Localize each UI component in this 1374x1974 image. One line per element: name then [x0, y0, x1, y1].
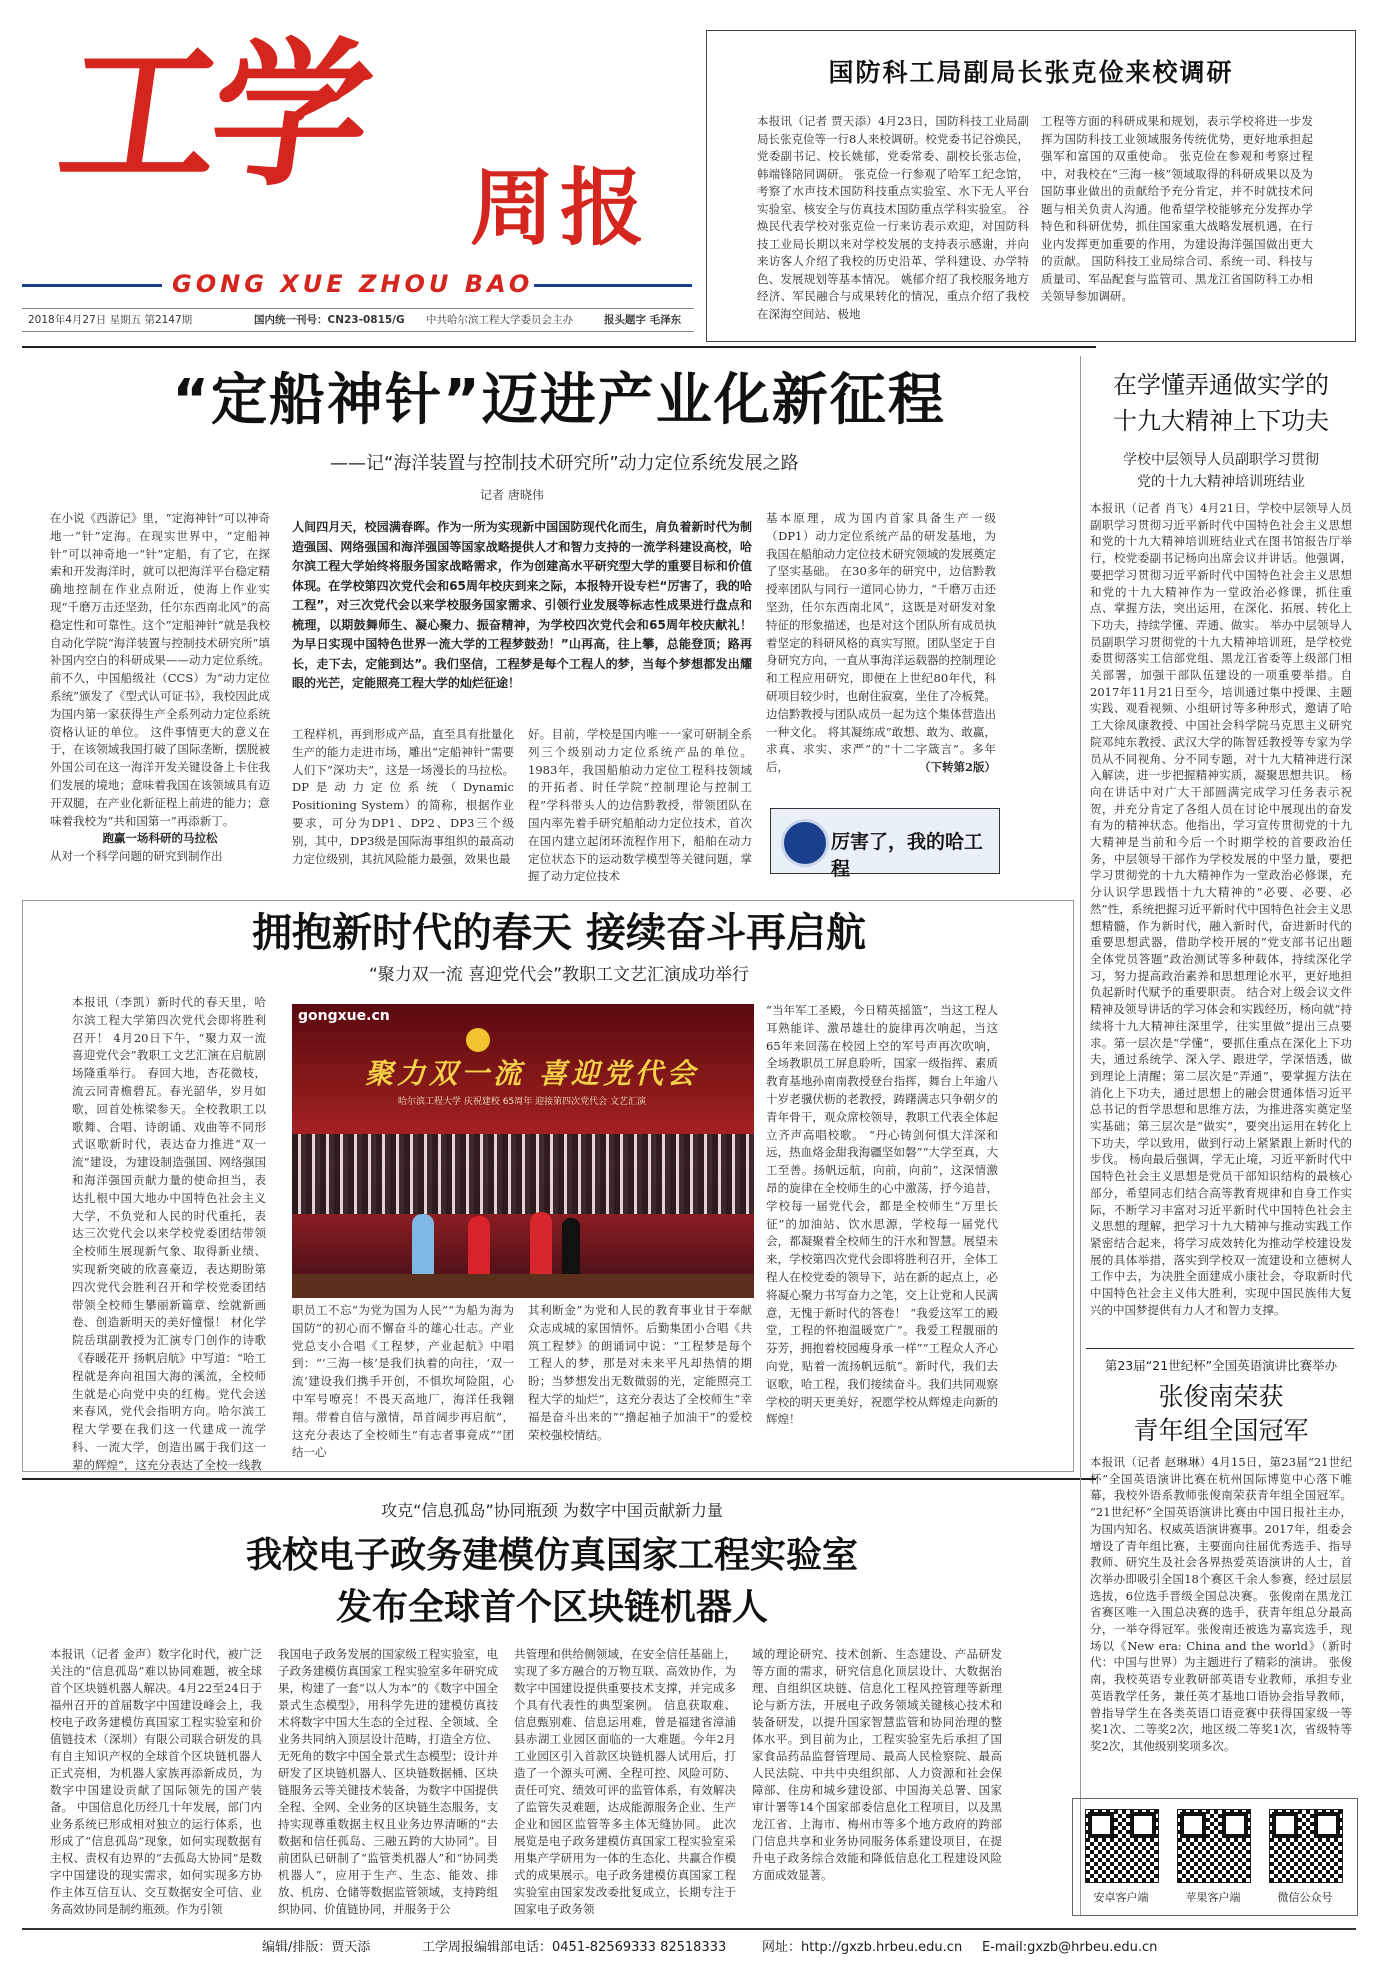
arts-column-1: 本报讯（李凯）新时代的春天里，哈尔滨工程大学第四次党代会即将胜利召开！ 4月20日下午，“聚力双一流 喜迎党代会”教职工文艺汇演在启航剧场隆重举行。 春回大地，杏花微枝，流云同青檐碧瓦。春光韶华，岁月如歌，回首处栋梁参天。全校教职工以歌舞、合唱、诗朗诵、戏曲等不同形式讴歌新时代，表达奋力推进“双一流”建设，为建设制造强国、网络强国和海洋强国贡献力量的使命担当，表达扎根中国大地办中国特色社会主义大学，不负党和人民的时代重托，表达三次党代会以来学校党委团结带领全校师生展现新气象、取得新业绩、实现新突破的欣喜豪迈，表达期盼第四次党代会胜利召开和学校党委团结带领全校师生攀丽新篇章、绘就新画卷、创造新明天的美好憧憬！ 材化学院岳琪副教授为汇演专门创作的诗歌《春暖花开 扬帆启航》中写道：“哈工程就是奔向祖国大海的溪流，全校师生就是心向党中央的红梅。党代会送来春风，党代会指明方向。哈尔滨工程大学要在我们这一代建成一流学科、一流大学，创造出属于我们这一辈的辉煌”，这充分表达了全校一线教	[72, 995, 266, 1472]
arts-column-3: 其利断金”为党和人民的教育事业甘于奉献众志成城的家国情怀。后勤集团小合唱《共筑工程梦》的朗诵词中说：“工程梦是每个工程人的梦，那是对未来平凡却热情的期盼；当梦想发出无数微弱的光，定能照亮工程大学的灿烂”，这充分表达了全校师生“幸福是奋斗出来的”“撸起袖子加油干”的爱校荣校强校情结。	[528, 1303, 752, 1442]
bottom-column-3: 共管理和供给侧领域，在安全信任基础上，实现了多方融合的万物互联、高效协作，为数字中国建设提供重要技术支撑，并完成多个具有代表性的典型案例。 信息获取难、信息甄别难、信息运用难，曾是福建省漳浦县赤湖工业园区面临的一大难题。今年2月工业园区引入首款区块链机器人试用后，打造了一个源头可溯、全程可控、风险可防、责任可究、绩效可评的监管体系，有效解决了监管失灵难题，达成能源服务企业、生产企业和园区监管等多主体无缝协同。 此次展览是电子政务建模仿真国家工程实验室采用集产学研用为一体的生态化、共赢合作模式的成果展示。电子政务建模仿真国家工程实验室由国家发改委批复成立，长期专注于国家电子政务领	[514, 1647, 736, 1916]
top-right-article	[706, 30, 1356, 342]
lead-column-2: 工程样机，再到形成产品，直至具有批量化生产的能力走进市场，雕出“定船神针”需要人们下“深功夫”，这是一场漫长的马拉松。 DP是动力定位系统（Dynamic Positioning System）的简称，根据作业要求，可分为DP1、DP2、DP3三个级别，其中，DP3级是国际海事组织的最高动力定位级别，其抗风险能力最强，效果也最	[292, 727, 514, 866]
right-title-1: 在学懂弄通做实学的	[1113, 371, 1329, 399]
brand-suffix: 周报	[470, 159, 651, 257]
bottom-column-1: 本报讯（记者 金声）数字化时代，被广泛关注的“信息孤岛”难以协同难题，被全球首个区块链机器人解决。4月22至24日于福州召开的首届数字中国建设峰会上，我校电子政务建模仿真国家工程实验室和价值链技术（深圳）有限公司联合研发的具有自主知识产权的全球首个区块链机器人正式亮相，为机器人家族再添新成员，为数字中国建设贡献了国际领先的国产装备。 中国信息化历经几十年发展，部门内业务系统已形成相对独立的运行体系，也形成了“信息孤岛”现象，如何实现数据有主权、责权有边界的“去孤岛大协同”是数字中国建设的现实需求，如何实现多方协作主体互信互认、交互数据安全可信、业务高效协同是制约瓶颈。作为引领	[50, 1647, 262, 1916]
arts-box	[22, 900, 1074, 1472]
right-subtitle-2: 党的十九大精神培训班结业	[1137, 474, 1305, 490]
masthead	[22, 18, 694, 336]
sponsor: 中共哈尔滨工程大学委员会主办	[426, 314, 573, 326]
footer-phone: 工学周报编辑部电话：0451-82569333 82518333	[422, 1940, 727, 1955]
section-divider	[22, 346, 1096, 348]
arts-column-4: “当年军工圣殿，今日精英摇篮”，当这工程人耳熟能详、激昂雄壮的旋律再次响起，当这65年来回荡在校园上空的军号声再次吹响，全场教职员工屏息聆听，国家一级指挥、素质教育基地孙南南教授登台指挥，舞台上年逾八十岁老骥伏枥的老教授，踌躇满志只争朝夕的青年骨干，观众席校领导，教职工代表全体起立齐声高唱校歌。 “丹心铸剑何惧大洋深和远，热血烙金甜我海疆坚如磐”“大学至真，大工至善。扬帆远航，向前，向前”，这深情激昂的旋律在全校师生的心中激荡，抒今追昔，学校每一届党代会，都是全校师生“万里长征”的加油站、饮水思源，学校每一届党代会，都凝聚着全校师生的汗水和智慧。展望未来，学校第四次党代会即将胜利召开，全体工程人在校党委的领导下，站在新的起点上，必将凝心聚力书写奋力之笔，交上让党和人民满意，无愧于新时代的答卷！ “我爱这军工的殿堂，工程的怀抱温暖宽广”。我爱工程靓丽的芬芳，拥抱着校园瘦身承一样”“工程众人齐心向党，贴着一流扬帆远航”。新时代，我们去讴歌，哈工程，我们接续奋斗。我们共同观察学校的明天更美好，祝愿学校从辉煌走向新的辉煌！	[766, 1003, 998, 1427]
issn: 国内统一刊号：CN23-0815/G	[254, 314, 405, 326]
article-column: 工程等方面的科研成果和规划，表示学校将进一步发挥为国防科技工业领域服务传统优势，更好地承担起强军和富国的双重使命。 张克俭在参观和考察过程中，对我校在“三海一核”领域取得的科研成果以及为国防事业做出的贡献给予充分肯定，并不时就技术问题与相关负责人沟通。他希望学校能够充分发挥办学特色和科研优势，抓住国家重大战略发展机遇，在行业内发挥更加重要的作用，为建设海洋强国做出更大的贡献。 国防科技工业局综合司、系统一司、科技与质量司、军品配套与监管司、黑龙江省国防科工办相关领导参加调研。	[1041, 114, 1313, 303]
article-title: 国防科工局副局长张克俭来校调研	[828, 58, 1234, 87]
lead-reporter: 记者 唐晓伟	[480, 488, 544, 502]
footer-email[interactable]: E-mail:gxzb@hrbeu.edu.cn	[982, 1940, 1158, 1955]
lead-col1-text: 在小说《西游记》里，“定海神针”可以神奇地一“针”定海。在现实世界中，“定船神针”可以神奇地一“针”定船，有了它，在探索和开发海洋时，就可以把海洋平台稳定精确地控制在作业点附近，使海上作业实现“千磨万击还坚劲，任尔东西南北风”的高稳定性和可靠性。这个“定船神针”就是我校自动化学院“海洋装置与控制技术研究所”填补国内空白的科研成果——动力定位系统。 前不久，中国船级社（CCS）为“动力定位系统”颁发了《型式认可证书》，我校因此成为国内第一家获得生产全系列动力定位系统资格认证的单位。 这件事情更大的意义在于，在该领域我国打破了国际垄断，摆脱被外国公司在这一海洋开发关键设备上卡住我们发展的境地；意味着我国在该领域具有迈开双腿，在产业化新征程上前进的能力；意味着我校为“共和国第一”再添新丁。	[50, 511, 270, 828]
lead-column-3: 好。目前，学校是国内唯一一家可研制全系列三个级别动力定位系统产品的单位。 1983年，我国船舶动力定位工程科技领域的开拓者、时任学院“控制理论与控制工程”学科带头人的边信黔教授，带领团队在国内率先着手研究船舶动力定位技术，首次在国内建立起闭环流程作用下，船舶在动力定位状态下的运动数学模型等关键问题，掌握了动力定位技术	[528, 727, 752, 884]
right-subtitle-1: 学校中层领导人员副职学习贯彻	[1123, 452, 1319, 468]
qr-ios-icon[interactable]	[1177, 1809, 1251, 1883]
qr-codes	[1072, 1798, 1358, 1916]
continued-note: （下转第2版）	[918, 760, 996, 775]
emblem-icon	[781, 819, 829, 867]
english-kicker: 第23届“21世纪杯”全国英语演讲比赛举办	[1104, 1358, 1338, 1373]
masthead-rule	[22, 284, 162, 287]
arts-column-2: 职员工不忘“为党为国为人民”“为船为海为国防”的初心而不懈奋斗的雄心壮志。产业党总支小合唱《工程梦，产业起航》中唱到：“‘三海一核’是我们执着的向往，‘双一流’建设我们携手开创，不惧坎坷险阻，心中军号嘹亮！不畏天高地厂，海洋任我翱翔。带着自信与激情，昂首阔步再启航”，这充分表达了全校师生“有志者事竟成”“团结一心	[292, 1303, 514, 1460]
bottom-kicker: 攻克“信息孤岛”协同瓶颈 为数字中国贡献新力量	[381, 1501, 723, 1520]
bottom-title-1: 我校电子政务建模仿真国家工程实验室	[245, 1535, 858, 1576]
english-title-1: 张俊南荣获	[1158, 1382, 1284, 1411]
article-column: 本报讯（记者 贾天添）4月23日，国防科技工业局副局长张克俭等一行8人来校调研。校党委书记谷焕民，党委副书记、校长姚郁，党委常委、副校长张志俭，韩端锋陪同调研。 张克俭一行参观了哈军工纪念馆，考察了水声技术国防科技重点实验室、水下无人平台实验室、核安全与仿真技术国防重点学科实验室。 谷焕民代表学校对张克俭一行来访表示欢迎，对国防科技工业局长期以来对学校发展的支持表示感谢，并向来访客人介绍了我校的历史沿革、学科建设、办学特色、发展规划等基本情况。 姚郁介绍了我校服务地方经济、军民融合与成果转化的情况，重点介绍了我校在深海空间站、极地	[757, 114, 1029, 321]
qr-label: 苹果客户端	[1185, 1891, 1241, 1904]
lead-col4-text: 基本原理，成为国内首家具备生产一级（DP1）动力定位系统产品的研发基地，为我国在船舶动力定位技术研究领域的发展奠定了坚实基础。 在30多年的研究中，边信黔教授率团队与同行一道同心协力，“千磨万击还坚劲，任尔东西南北风”，这既是对研发对象特征的形象描述，也是对这个团队所有成员执着坚定的科研风格的真实写照。团队坚定于自身研究方向，一直从事海洋运载器的控制理论和工程应用研究，即便在上世纪80年代，科研项目较少时，也耐住寂寞，坐住了冷板凳。边信黔教授与团队成员一起为这个集体营造出一种文化。 将其凝练成“敢想、敢为、敢赢，求真、求实、求严”的“十二字箴言”。多年后，	[766, 511, 996, 775]
lead-col1-head: 跑赢一场科研的马拉松	[102, 831, 218, 846]
footer-editor: 编辑/排版：贾天添	[262, 1940, 371, 1955]
footer-website[interactable]: 网址：http://gxzb.hrbeu.edu.cn	[762, 1940, 963, 1955]
right-body: 本报讯（记者 肖飞）4月21日，学校中层领导人员副职学习贯彻习近平新时代中国特色社会主义思想和党的十九大精神培训班结业式在图书馆报告厅举行，校党委副书记杨向出席会议并讲话。他强调，要把学习贯彻习近平新时代中国特色社会主义思想和党的十九大精神作为一堂政治必修课，抓住重点、掌握方法，突出运用，在深化、拓展、转化上下功夫，持续学懂、弄通、做实。 举办中层领导人员副职学习贯彻党的十九大精神培训班，是学校党委贯彻落实工信部党组、黑龙江省委等上级部门相关部署，加强干部队伍建设的一项重要举措。自2017年11月21日至今，培训通过集中授课、主题实践、观看视频、小组研讨等多种形式，邀请了哈工大徐凤康教授、中国社会科学院马克思主义研究院邓纯东教授、武汉大学的陈智廷教授等专家为学员从不同视角、分不同专题，对十九大精神进行深入解读，进一步把握精神实质，凝聚思想共识。 杨向在讲话中对广大干部圆满完成学习任务表示祝贺，并充分肯定了各组人员在讨论中展现出的奋发有为的精神状态。他指出，学习宣传贯彻党的十九大精神是当前和今后一个时期学校的首要政治任务，中层领导干部作为学校发展的中坚力量，要把学习贯彻党的十九大精神作为一堂政治必修课，充分认识学思践悟十九大精神的“必要、必要、必然”性，系统把握习近平新时代中国特色社会主义思想精髓，作为新时代，融入新时代，奋进新时代的重要思想武器，借助学校开展的“党支部书记出题 全体党员答题”政治测试等多种载体，持续深化学习，努力提高政治素养和思想理论水平，更好地担负起新时代赋予的重要职责。 结合对上级会议文件精神及领导讲话的学习体会和实践经历，杨向就“持续将十九大精神往深里学，往实里做”提出三点要求。第一层次是“学懂”，要抓住重点在深化上下功夫，通过系统学、深入学、跟进学，学深悟透，做到理论上清醒；第二层次是“弄通”，要掌握方法在消化上下功夫，通过思想上的融会贯通体悟习近平总书记的哲学思想和思维方法，为推进落实奠定坚实基础；第三层次是“做实”，要突出运用在转化上下功夫，学以致用，做到行动上紧紧跟上新时代的步伐。 杨向最后强调，学无止境，习近平新时代中国特色社会主义思想是党员干部知识结构的最核心部分，希望同志们结合高等教育规律和自身工作实际，不断学习丰富对习近平新时代中国特色社会主义思想的理解，把学习十九大精神与推动实践工作紧密结合起来，将学习成效转化为推动学校建设发展的具体举措，落实到学校双一流建设和立德树人工作中去，为决胜全面建成小康社会，夺取新时代中国特色社会主义伟大胜利，实现中国民族伟大复兴的中国梦提供有力人才和智力支撑。	[1090, 501, 1352, 1317]
section-divider	[1086, 1348, 1354, 1349]
english-body: 本报讯（记者 赵琳琳）4月15日，第23届“21世纪杯”全国英语演讲比赛在杭州国际博览中心落下帷幕，我校外语系教师张俊南荣获青年组全国冠军。 “21世纪杯”全国英语演讲比赛由中国日报社主办，为国内知名、权威英语演讲赛事。2017年，组委会增设了青年组比赛，主要面向往届优秀选手、指导教师、研究生及社会各界热爱英语演讲的人士，首次举办即吸引全国18个赛区千余人参赛，经过层层选拔，6位选手晋级全国总决赛。 张俊南在黑龙江省赛区唯一入围总决赛的选手，获青年组总分最高分，一举夺得冠军。张俊南还被选为嘉宾选手，现场以《New era: China and the world》（新时代：中国与世界）为主题进行了精彩的演讲。 张俊南，我校英语专业教研部英语专业教师，承担专业英语教学任务，兼任英才基地口语协会指导教师，曾指导学生在各类英语口语竞赛中获得国家级一等奖1次、二等奖2次，地区级二等奖1次，省级特等奖2次，其他级别奖项多次。	[1090, 1455, 1352, 1753]
lead-col1-tail: 从对一个科学问题的研究到制作出	[50, 849, 223, 864]
english-title-2: 青年组全国冠军	[1133, 1416, 1309, 1445]
footer-rule	[22, 1928, 1356, 1930]
bottom-column-4: 域的理论研究、技术创新、生态建设、产品研发等方面的需求，研究信息化顶层设计、大数据治理、自组织区块链、信息化工程风控管理等新理论与新方法，开展电子政务领域关键核心技术和装备研发，以提升国家智慧监管和协同治理的整体水平。到目前为止，工程实验室先后承担了国家食品药品监督管理局、最高人民检察院、最高人民法院、中共中央组织部、人力资源和社会保障部、住房和城乡建设部、中国海关总署、国家审计署等14个国家部委信息化工程项目，以及黑龙江省、上海市、梅州市等多个地方政府的跨部门信息共享和业务协同服务体系建设项目，在提升电子政务综合效能和降低信息化工程建设风险方面成效显著。	[752, 1647, 1002, 1882]
bottom-column-2: 我国电子政务发展的国家级工程实验室，电子政务建模仿真国家工程实验室多年研究成果，构建了一套“以人为本”的《数字中国全景式生态模型》，用科学先进的建模仿真技术将数字中国大生态的全过程、全领域、全业务共同纳入顶层设计范畴，打造全方位、无死角的数字中国全景式生态模型；设计并研发了区块链机器人、区块链数据桶、区块链服务云等关键技术装备，为数字中国提供全程、全网、全业务的区块链生态服务，支持实现尊重数据主权且业务边界清晰的“去数据和信任孤岛、三融五跨的大协同”。目前团队已研制了“监管类机器人”和“协同类机器人”，应用于生产、生态、能效、排放、机房、仓储等数据监管领域，支持跨组织协同、价值链协同，并服务于公	[278, 1647, 498, 1916]
qr-label: 安卓客户端	[1093, 1891, 1149, 1904]
stage-banner: 聚力双一流 喜迎党代会	[365, 1057, 699, 1090]
section-divider	[22, 1478, 1096, 1480]
qr-label: 微信公众号	[1277, 1891, 1333, 1904]
lead-column-4	[766, 510, 996, 792]
lead-column-1	[50, 510, 270, 874]
masthead-rule	[534, 284, 692, 287]
lead-title: “定船神针”迈进产业化新征程	[172, 368, 946, 433]
issue-date: 2018年4月27日 星期五 第2147期	[28, 314, 193, 326]
column-divider	[1080, 356, 1081, 1916]
arts-subtitle: “聚力双一流 喜迎党代会”教职工文艺汇演成功举行	[368, 965, 750, 985]
lead-intro: 人间四月天，校园满春晖。作为一所为实现新中国国防现代化而生，肩负着新时代为制造强国、网络强国和海洋强国等国家战略提供人才和智力支持的一流学科建设高校，哈尔滨工程大学始终将服务国家战略需求，作为创建高水平研究型大学的重要目标和价值体现。在学校第四次党代会和65周年校庆到来之际，本报特开设专栏“厉害了，我的哈工程”，对三次党代会以来学校服务国家需求、引领行业发展等标志性成果进行盘点和梳理，以期鼓舞师生、凝心聚力、振奋精神，为学校四次党代会和65周年校庆献礼！为早日实现中国特色世界一流大学的工程梦鼓劲！”山再高，往上攀，总能登顶；路再长，走下去，定能到达”。我们坚信，工程梦是每个工程人的梦，当每个梦想都发出耀眼的光芒，定能照亮工程大学的灿烂征途！	[292, 520, 752, 690]
bottom-title-2: 发布全球首个区块链机器人	[335, 1587, 768, 1628]
arts-title: 拥抱新时代的春天 接续奋斗再启航	[252, 910, 866, 956]
photo-watermark: gongxue.cn	[298, 1008, 390, 1024]
masthead-info-bar	[22, 308, 694, 332]
stage-sub-banner: 哈尔滨工程大学 庆祝建校 65周年 迎接第四次党代会 文艺汇演	[398, 1097, 646, 1107]
title-calligrapher: 报头题字 毛泽东	[604, 314, 682, 326]
qr-android-icon[interactable]	[1085, 1809, 1159, 1883]
masthead-pinyin: GONG XUE ZHOU BAO	[172, 270, 534, 298]
lead-subtitle: ——记“海洋装置与控制技术研究所”动力定位系统发展之路	[330, 453, 799, 474]
right-title-2: 十九大精神上下功夫	[1113, 407, 1329, 435]
qr-wechat-icon[interactable]	[1269, 1809, 1343, 1883]
footer	[22, 1936, 1356, 1960]
brand-calligraphy: 工学	[49, 23, 376, 208]
column-badge	[770, 808, 1000, 880]
badge-text: 厉害了，我的哈工程	[831, 831, 984, 880]
